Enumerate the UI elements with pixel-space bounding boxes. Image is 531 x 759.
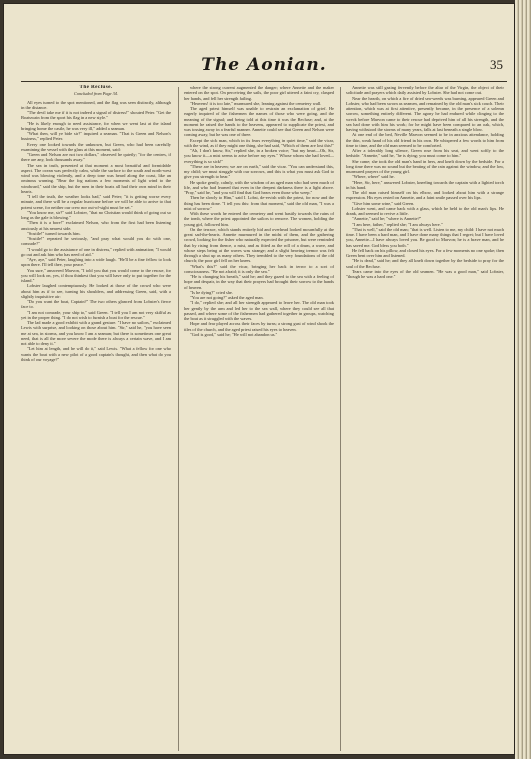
article-paragraph: "These are in heaven; we are on earth," said the vicar. "You can understand this, my child; we must struggle with our sorrows, and this is what you must ask God to give you strength to bear." [184, 163, 334, 180]
article-paragraph: The sea in truth, presented at that moment a most beautiful and formidable aspect. The ocean was perfectly calm, while the surface to the south and north-west wind was blowing violently, and a deep tone was heard along the coast, like an ominous warning. "Bear the fog nations a few moments of light wind to the windward," said the ship, but the men in their boats all had their own mind in their hearts. [21, 162, 171, 194]
article-paragraph: The aged priest himself was unable to restrain an exclamation of grief. He eagerly inquired of the fishermen the names of those who were going, and the meaning of the signal; and being told at this time it was the Recluse; and, at the moment he raised the hands to the heavens, appeared to supplicate the priest, and was tossing away in a fearful manner. Annette could see that Green and Nelson were coming away, but he was one of three. [184, 106, 334, 138]
article-paragraph: "The devil take me if it is not indeed a signal of distress!" shouted Peter. "Get the Boatswain from the sport his flag in a new style." [21, 110, 171, 121]
article-paragraph: "He is likely enough to need assistance, for when we went last at the island bringing home the castle, he was very ill," added a seaman. [21, 120, 171, 131]
article-paragraph: "Heavens! it is too late," murmured she, leaning against the cemetery wall. [190, 100, 322, 106]
column-divider [340, 87, 341, 751]
article-paragraph: After a tolerably long silence, Green rose from his seat, and went softly to the bedside. "Annette," said he, "he is dying; you must come to him." [346, 148, 504, 159]
article-paragraph: "He is dead," said he; and they all knelt down together by the bedside to pray for the soul of the Recluse. [346, 258, 504, 269]
article-paragraph: "I would go to the assistance of one in distress," replied with animation; "I would go out and ask him who has need of aid." [21, 246, 171, 257]
column-divider [178, 87, 179, 751]
article-paragraph: "I am here, father," replied she; "I am always here." [352, 221, 443, 227]
page-edge [515, 0, 531, 759]
article-paragraph: "He is changing his breath," said he; and they gazed to the sea with a feeling of hope and despair, in the way that their prayers had brought their sorrow to the hands of heaven. [184, 274, 334, 290]
article-title: The Recluse. [79, 85, 113, 90]
article-paragraph: You sure," answered Marvon, "I told you that you would come to the rescue, for you will look on, yes, if thou thinkest that you will have only to put together for the island." [21, 267, 171, 283]
page-number: 35 [490, 57, 503, 72]
article-paragraph: "You are not going?" asked the aged man. [190, 295, 264, 300]
article-paragraph: Hope and fear played across their faces by turns; a strong gust of wind shook the tiles of the church, and the aged priest raised his eyes to heaven. [184, 321, 334, 332]
article-paragraph: "That is well," said the old man; "that is well. Listen to me, my child: I have not much time. I have been a hard man, and I have done many things that I regret; but I have loved you, Annette—I have always loved you. Be good to Marvon; he is a brave man, and he has saved me. God bless you both." [346, 226, 504, 248]
article-paragraph: "I do," replied she; and all her strength appeared to leave her. The old man took her gently by the arm and led her to the sea wall, where they could see all that passed, and where some of the fishermen had gathered together in groups, watching the boat as it struggled with the waves. [184, 300, 334, 321]
article-paragraph: "You know me, sir?" said Lobster, "that no Christian would think of going out so long as the gale is blowing." [21, 209, 171, 220]
newspaper-page [3, 3, 515, 755]
article-paragraph: Near the hearth, on which a fire of dried sea-weeds was burning, appeared Green and Lobster, who had been sworn as seamen, and remained by the old man's sick couch. Their attention, which was at first attentive, presently became, in the presence of a solemn sorrow, something entirely different. The agony he had endured while clinging to the wreck before Marvon came to their rescue had deprived him of all his strength, and the sea had done with him his work; for he might have been compared to an oak, which, having withstood the storms of many years, falls at last beneath a single blow. [346, 95, 504, 132]
article-paragraph: "Here, Sir, here," answered Lobster, kneeling towards the captain with a lighted torch in his hand. [346, 179, 504, 190]
article-paragraph: where the strong current augmented the danger; where Annette and the maker entered on the spot. On perceiving the sails, the poor girl uttered a faint cry, clasped her hands, and fell her strength failing. [184, 85, 334, 101]
article-paragraph: The old man raised himself on his elbow, and looked about him with a strange expression. His eyes rested on Annette, and a faint smile passed over his lips. [346, 190, 504, 201]
article-paragraph: "I tell the truth, the weather looks bad," said Peter; "it is getting worse every minute, and there will be a regular hurricane before we will be able to arrive to that potent scene, for neither our crew nor out-of-sight must be set." [21, 194, 171, 210]
article-paragraph: All eyes turned to the spot mentioned, and the flag was seen distinctly, although in the distance. [21, 99, 171, 110]
article-paragraph: "Is he dying?" cried she. [190, 289, 233, 295]
masthead [21, 51, 507, 82]
article-paragraph: Tears came into the eyes of the old seamen. "He was a good man," said Lobster, "though he was a hard one." [346, 268, 504, 279]
article-paragraph: "Ah, I don't know, Sir," replied she, in a broken voice; "but my heart—Oh, Sir, you know it—a mist seems to arise before my eyes." Whose whom she had loved—everything is so sick!" [184, 148, 334, 164]
article-paragraph: On the terrace, which stands entirely hid and overhead looked mournfully at the great sad-the-hearts. Annette murmured in the midst of them, and the gathering crowd, looking for the fisher who naturally expected the prisoner, but were reminded that by rising from thence, a mist, and as fitted as the roll of a drum, a wave, and whose steps being at the waves was strange; and a slight heaving tremor was felt through a shut up as many others. They trembled to the very foundations of the old church; the poor girl fell on her knees. [184, 226, 334, 264]
article-paragraph: Except the sick man, which in its fears everything in quiet time," said the vicar, with the wind, as if they might one thing, she had said, "Which of them are lost this!" [184, 137, 334, 148]
article-paragraph: "Annette," said he; "where is Annette?" [352, 216, 422, 222]
article-paragraph: Every one looked towards the unknown, but Green, who had been carefully examining the vessel with the glass at this moment, said: [21, 141, 171, 152]
article-paragraph: He fell back on his pillow, and closed his eyes. For a few moments no one spoke; then Green bent over him and listened. [346, 247, 504, 258]
article-paragraph: Lobster went, and came back with a glass, which he held to the old man's lips. He drank, and seemed to revive a little. [346, 205, 504, 216]
article-paragraph: "Green and Nelson are not two dollars," observed he quietly; "for the centres, if there are any, look thousands away." [21, 152, 171, 163]
article-paragraph: At one end of the bed, Neville Marvon seemed to be in anxious attendance, holding the thin, weak hand of his old friend in his own. He whispered a few words to him from time to time, and the old man seemed to be comforted. [346, 132, 504, 148]
article-column-1 [21, 85, 171, 753]
article-paragraph: "God is good," said he; "He will not abandon us." [190, 331, 278, 337]
article-paragraph: She came; she took the old man's hand in hers, and knelt down by the bedside. For a long time there was no sound but the beating of the rain against the window, and the low, murmured prayers of the young girl. [346, 158, 504, 174]
article-paragraph: "What then, will ye bide sir?" inquired a seaman. "That is Green and Nelson's business," replied Peter. [21, 131, 171, 142]
article-paragraph: Annette was still gazing fervently before the altar of the Virgin, the object of their solicitude and prayers which daily assisted by Lobster. She had not come out. [346, 85, 504, 96]
article-paragraph: He spoke gently, calmly, with the wisdom of an aged man who had seen much of life, and who had learned that even in the deepest darkness there is a light above. "Pray," said he, "and you will find that God hears even those who weep." [184, 179, 334, 195]
article-paragraph: "Do you want the boat, Captain?" The two others glanced from Lobster's fierce face to. [21, 299, 171, 310]
article-column-2 [184, 85, 334, 753]
article-paragraph: "Then it is a bore!" exclaimed Nelson, who from the first had been listening anxiously at his nearest side. [21, 220, 171, 231]
article-paragraph: The lad made a good exhibit with a grand gesture. "I have no sailors," exclaimed Lewis with surprise, and looking on those about him. "Sir," said he, "you have seen me at sea, in storms, and you know I am a seaman; but there is sometimes one great need, that is all the more severe the mode there is always a certain wave, and I am not able to deny it." [21, 320, 171, 346]
article-paragraph: "Let him at length, and he will do it," said Lewis. "What a fellow for one who wants the boat with a new pilot of a good captain's thought, and then what do you think of our voyage?" [21, 346, 171, 362]
article-paragraph: "Scuttle!" repeated he seriously, "and pray what would you do with one, comrade?" [21, 236, 171, 247]
article-paragraph: "Aye, aye," said Peter, laughing into a wide laugh. "He'll be a fine fellow to look upon there. I'll tell thee, your peace." [21, 257, 171, 268]
article-paragraph: "Where, where" said he. [352, 174, 395, 180]
article-paragraph: Then he slowly to Him," said I. Lobst, de-ervish with the priest, for now and the thing has been done. "I tell you this: from that moment," said the old man, "I was a mist of sorrow." [184, 195, 334, 211]
article-subtitle: Concluded from Page 34. [74, 91, 118, 97]
article-column-3 [346, 85, 504, 753]
article-paragraph: Lobster laughed contemptuously. He looked at those of the crowd who were about him as if to see, turning his shoulders, and addressing Green, said, with a slightly inquisitive air: [21, 283, 171, 299]
article-paragraph: "I am not comrade, your ship to," said Green. "I tell you I am not very skilful as yet in the proper thing. "I do not wish to furnish a boat for the rescue." [21, 309, 171, 320]
article-paragraph: "Scuttle!" turned towards him. [27, 230, 81, 236]
article-paragraph: "Give him some wine," said Green. [352, 200, 415, 206]
article-paragraph: "What's this?" said the vicar, bringing her back in terror to a sort of consciousness. "Be not afraid; it is only the sea." [184, 263, 334, 274]
article-paragraph: With these words he entered the cemetery and went hastily towards the ruins of the tomb, where the priest appointed the sailors to remove. The women, holding the young girl, followed him. [184, 211, 334, 227]
publication-title: The Aonian. [201, 55, 327, 75]
